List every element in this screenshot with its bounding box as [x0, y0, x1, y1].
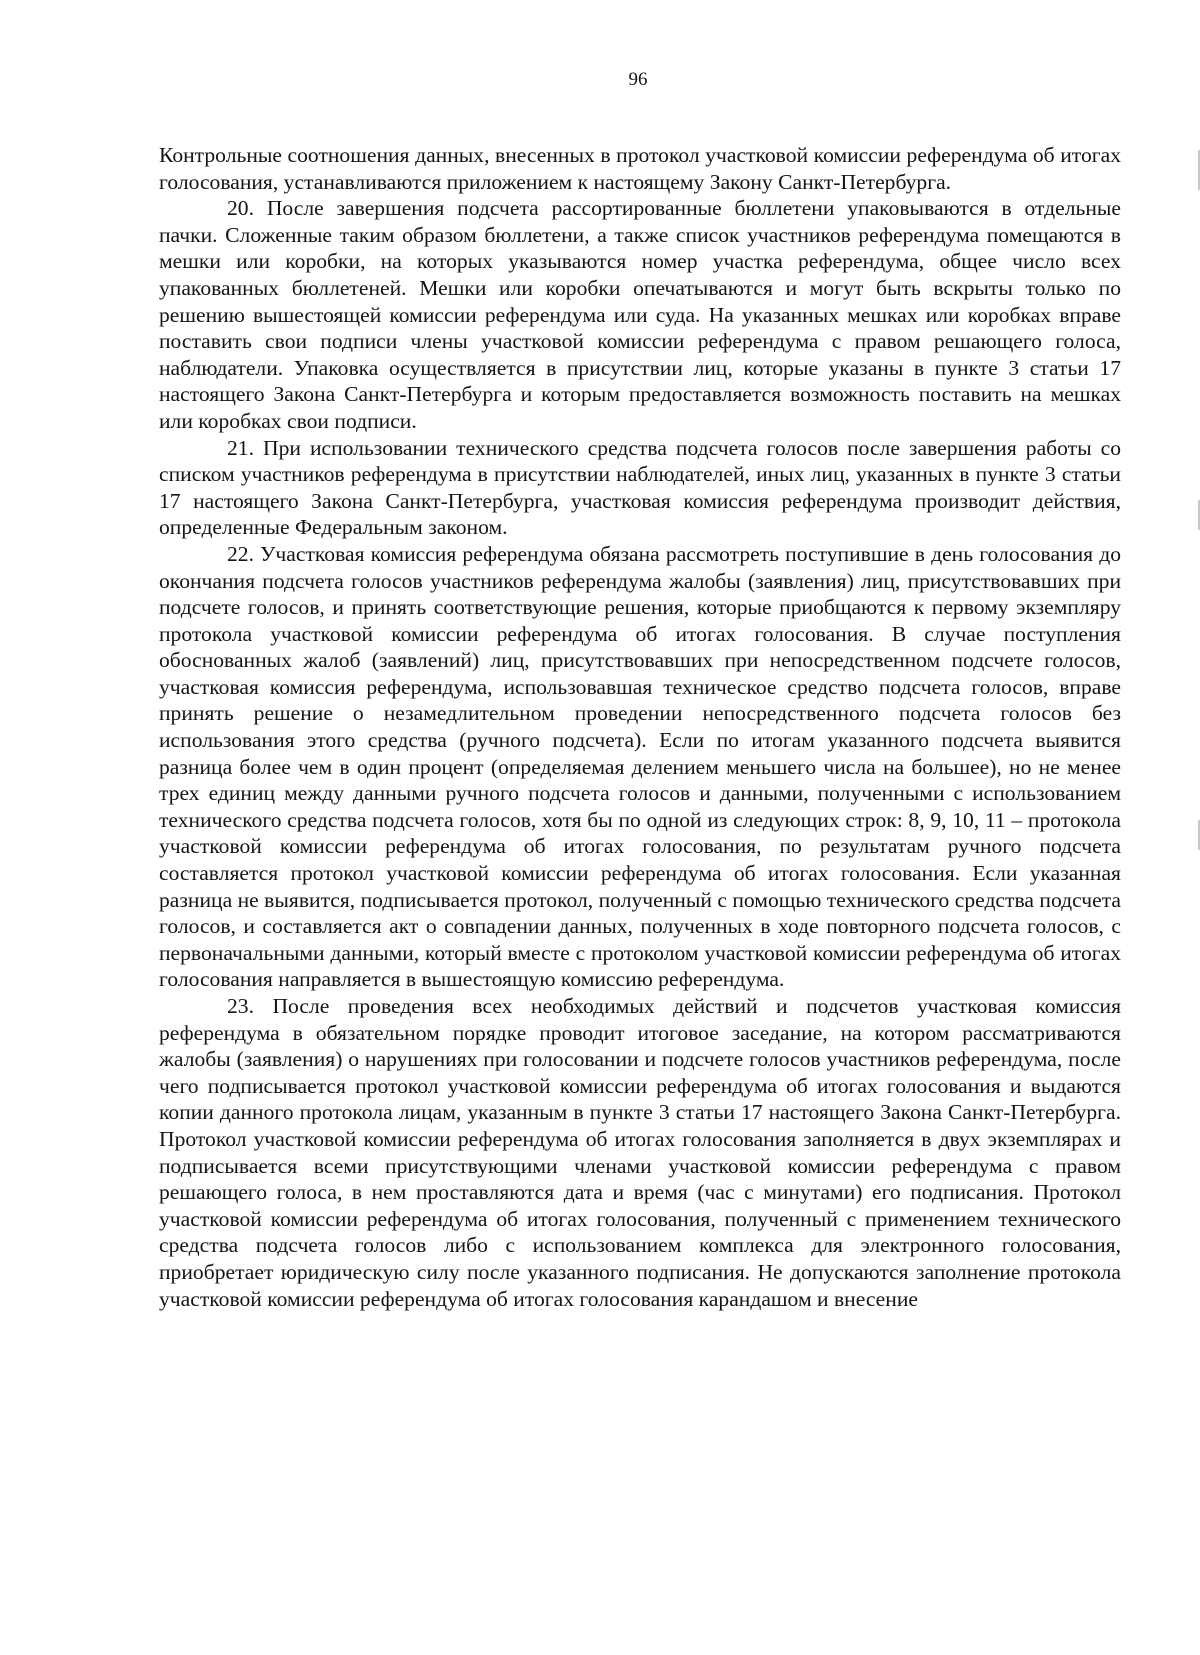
paragraph-item-23: 23. После проведения всех необходимых действий и подсчетов участковая комиссия референдума в обязательном порядке проводит итоговое заседание, на котором рассматриваются жалобы (заявления) о нарушениях при голосовании и подсчете голосов участников референдума, после чего подписывается протокол участковой комиссии референдума об итогах голосования и выдаются копии данного протокола лицам, указанным в пункте 3 статьи 17 настоящего Закона Санкт-Петербурга. Протокол участковой комиссии референдума об итогах голосования заполняется в двух экземплярах и подписывается всеми присутствующими членами участковой комиссии референдума с правом решающего голоса, в нем проставляются дата и время (час с минутами) его подписания. Протокол участковой комиссии референдума об итогах голосования, полученный с применением технического средства подсчета голосов либо с использованием комплекса для электронного голосования, приобретает юридическую силу после указанного подписания. Не допускаются заполнение протокола участковой комиссии референдума об итогах голосования карандашом и внесение: [159, 994, 1121, 1311]
paragraph-item-20: 20. После завершения подсчета рассортированные бюллетени упаковываются в отдельные пачки. Сложенные таким образом бюллетени, а также список участников референдума помещаются в мешки или коробки, на которых указываются номер участка референдума, общее число всех упакованных бюллетеней. Мешки или коробки опечатываются и могут быть вскрыты только по решению вышестоящей комиссии референдума или суда. На указанных мешках или коробках вправе поставить свои подписи члены участковой комиссии референдума с правом решающего голоса, наблюдатели. Упаковка осуществляется в присутствии лиц, которые указаны в пункте 3 статьи 17 настоящего Закона Санкт-Петербурга и которым предоставляется возможность поставить на мешках или коробках свои подписи.: [159, 196, 1121, 433]
document-body: [159, 142, 1121, 1312]
page-number: 96: [628, 69, 648, 90]
paragraph-item-21: 21. При использовании технического средства подсчета голосов после завершения работы со списком участников референдума в присутствии наблюдателей, иных лиц, указанных в пункте 3 статьи 17 настоящего Закона Санкт-Петербурга, участковая комиссия референдума производит действия, определенные Федеральным законом.: [159, 435, 1121, 540]
paragraph-item-22: 22. Участковая комиссия референдума обязана рассмотреть поступившие в день голосования до окончания подсчета голосов участников референдума жалобы (заявления) лиц, присутствовавших при подсчете голосов, и принять соответствующие решения, которые приобщаются к первому экземпляру протокола участковой комиссии референдума об итогах голосования. В случае поступления обоснованных жалоб (заявлений) лиц, присутствовавших при непосредственном подсчете голосов, участковая комиссия референдума, использовавшая техническое средство подсчета голосов, вправе принять решение о незамедлительном проведении непосредственного подсчета голосов без использования этого средства (ручного подсчета). Если по итогам указанного подсчета выявится разница более чем в один процент (определяемая делением меньшего числа на большее), но не менее трех единиц между данными ручного подсчета голосов и данными, полученными с использованием технического средства подсчета голосов, хотя бы по одной из следующих строк: 8, 9, 10, 11 – протокола участковой комиссии референдума об итогах голосования, по результатам ручного подсчета составляется протокол участковой комиссии референдума об итогах голосования. Если указанная разница не выявится, подписывается протокол, полученный с помощью технического средства подсчета голосов, и составляется акт о совпадении данных, полученных в ходе повторного подсчета голосов, с первоначальными данными, который вместе с протоколом участковой комиссии референдума об итогах голосования направляется в вышестоящую комиссию референдума.: [159, 541, 1121, 992]
paragraph-control-ratios: Контрольные соотношения данных, внесенных в протокол участковой комиссии референдума об итогах голосования, устанавливаются приложением к настоящему Закону Санкт-Петербурга.: [159, 143, 1121, 194]
